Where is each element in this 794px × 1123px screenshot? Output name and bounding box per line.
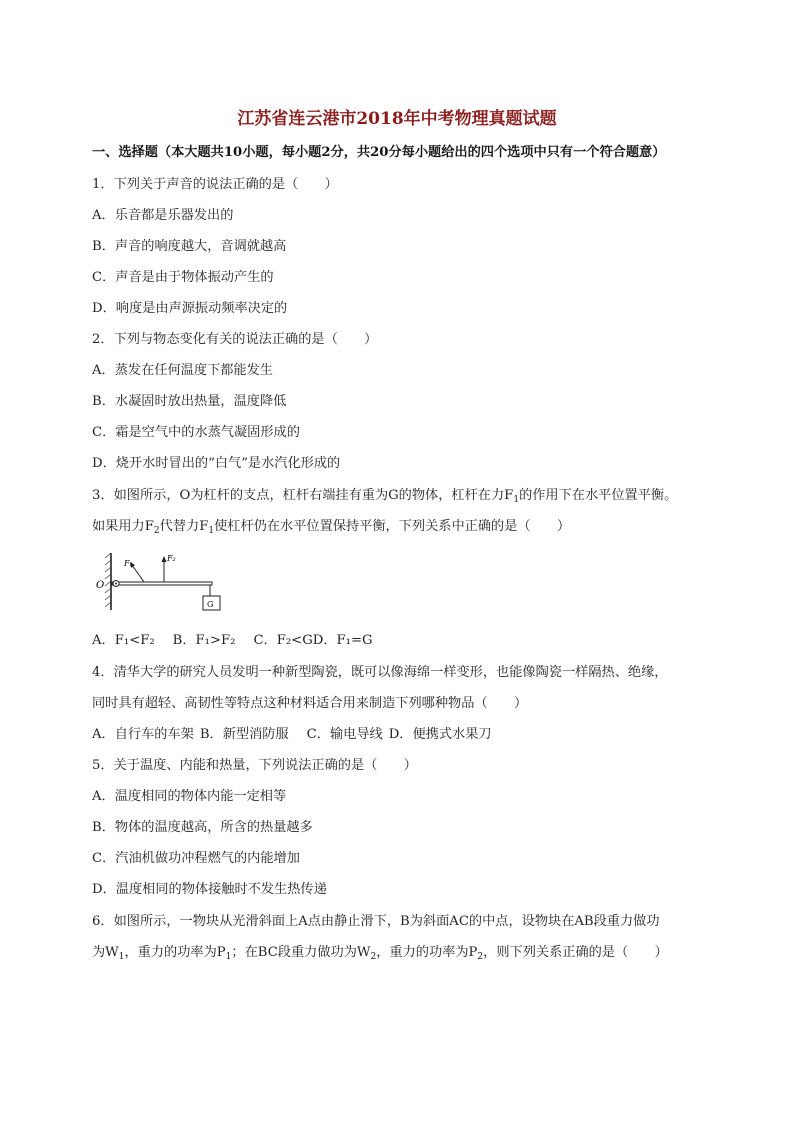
question-1-stem: 1．下列关于声音的说法正确的是（ ） bbox=[92, 177, 338, 192]
question-1-option-c: C．声音是由于物体振动产生的 bbox=[92, 270, 274, 285]
question-2-stem: 2．下列与物态变化有关的说法正确的是（ ） bbox=[92, 332, 378, 347]
label-f2: F₂ bbox=[167, 554, 176, 563]
question-2-option-c: C．霜是空气中的水蒸气凝固形成的 bbox=[92, 425, 300, 440]
question-2-option-d: D．烧开水时冒出的“白气”是水汽化形成的 bbox=[92, 456, 341, 471]
question-1-option-d: D．响度是由声源振动频率决定的 bbox=[92, 301, 288, 316]
question-4-option-a: A．自行车的车架 bbox=[92, 727, 194, 742]
question-1-option-b: B．声音的响度越大，音调就越高 bbox=[92, 239, 287, 254]
page-title: 江苏省连云港市2018年中考物理真题试题 bbox=[237, 109, 557, 129]
question-1-option-a: A．乐音都是乐器发出的 bbox=[92, 208, 234, 223]
question-4-stem-line-2: 同时具有超轻、高韧性等特点这种材料适合用来制造下列哪种物品（ ） bbox=[92, 696, 528, 711]
question-4-stem-line-1: 4．清华大学的研究人员发明一种新型陶瓷，既可以像海绵一样变形，也能像陶瓷一样隔热、绝缘， bbox=[92, 665, 668, 680]
question-3-stem-line-2: 如果用力$F_2$代替力$F_1$使杠杆仍在水平位置保持平衡，下列关系中正确的是（ ） bbox=[92, 519, 571, 536]
question-3-option-d: D．F₁=G bbox=[312, 633, 373, 648]
question-3-options bbox=[92, 632, 732, 650]
question-4-option-c: C．输电导线 bbox=[306, 727, 383, 742]
question-2-option-a: A．蒸发在任何温度下都能发生 bbox=[92, 363, 273, 378]
question-5-option-b: B．物体的温度越高，所含的热量越多 bbox=[92, 820, 313, 835]
question-5-stem: 5．关于温度、内能和热量，下列说法正确的是（ ） bbox=[92, 758, 417, 773]
lever-diagram bbox=[94, 548, 234, 618]
question-5-option-c: C．汽油机做功冲程燃气的内能增加 bbox=[92, 851, 300, 866]
section-heading: 一、选择题（本大题共10小题，每小题2分，共20分每小题给出的四个选项中只有一个符合题意） bbox=[92, 145, 666, 160]
question-5-option-d: D．温度相同的物体接触时不发生热传递 bbox=[92, 882, 327, 897]
question-6-stem-line-2: 为$W_1$，重力的功率为$P_1$；在BC段重力做功为$W_2$，重力的功率为$P_2$，则下列关系正确的是（ ） bbox=[92, 945, 668, 962]
question-6-stem-line-1: 6．如图所示，一物块从光滑斜面上A点由静止滑下，B为斜面AC的中点，设物块在AB段重力做功 bbox=[92, 914, 660, 929]
label-g: G bbox=[207, 600, 214, 609]
label-o: O bbox=[96, 580, 105, 591]
label-f1: F₁ bbox=[124, 559, 133, 568]
question-5-option-a: A．温度相同的物体内能一定相等 bbox=[92, 789, 287, 804]
question-4-option-b: B．新型消防服 bbox=[199, 727, 289, 742]
question-2-option-b: B．水凝固时放出热量，温度降低 bbox=[92, 394, 287, 409]
question-3-option-b: B．F₁>F₂ bbox=[172, 633, 236, 648]
question-3-option-a: A．F₁<F₂ bbox=[92, 633, 155, 648]
question-3-option-c: C．F₂<G bbox=[253, 633, 313, 648]
question-3-stem-line-1: 3．如图所示，O为杠杆的支点，杠杆右端挂有重为G的物体，杠杆在力$F_1$的作用下在水平位置平衡。 bbox=[92, 488, 678, 505]
question-4-option-d: D．便携式水果刀 bbox=[388, 727, 492, 742]
question-4-options bbox=[92, 726, 732, 744]
